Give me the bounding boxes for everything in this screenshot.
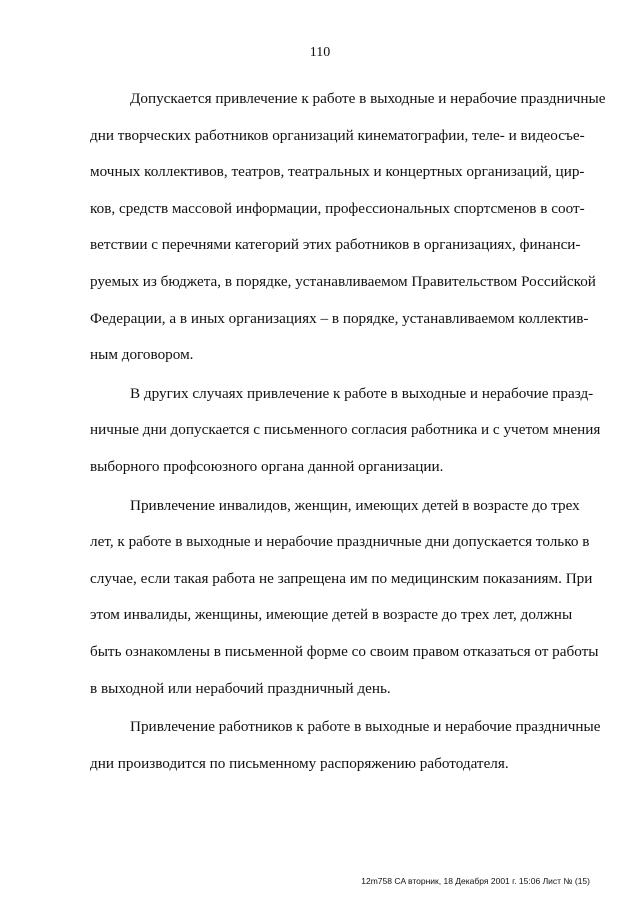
text-line: Привлечение работников к работе в выходные и нерабочие праздничные [130, 718, 601, 736]
paragraph-4 [90, 709, 601, 782]
text-line: быть ознакомлены в письменной форме со своим правом отказаться от работы [90, 642, 599, 660]
text-line: ков, средств массовой информации, профессиональных спортсменов в соот- [90, 199, 585, 217]
paragraph-2 [90, 376, 601, 486]
text-line: В других случаях привлечение к работе в выходные и нерабочие празд- [130, 384, 594, 402]
text-line: руемых из бюджета, в порядке, устанавливаемом Правительством Российской [90, 272, 596, 290]
text-line: лет, к работе в выходные и нерабочие праздничные дни допускается только в [90, 533, 590, 551]
text-line: случае, если такая работа не запрещена им по медицинским показаниям. При [90, 569, 593, 587]
text-line: Допускается привлечение к работе в выходные и нерабочие праздничные [130, 90, 606, 107]
text-line: в выходной или нерабочий праздничный день. [90, 679, 391, 697]
paragraph-1 [90, 81, 606, 374]
text-line: выборного профсоюзного органа данной организации. [90, 457, 444, 475]
text-line: Привлечение инвалидов, женщин, имеющих детей в возрасте до трех [130, 496, 580, 514]
text-line: ным договором. [90, 346, 194, 364]
text-line: мочных коллективов, театров, театральных и концертных организаций, цир- [90, 163, 585, 181]
text-line: Федерации, а в иных организациях – в порядке, устанавливаемом коллектив- [90, 309, 589, 327]
document-body [90, 81, 606, 784]
text-line: ничные дни допускается с письменного согласия работника и с учетом мнения [90, 421, 601, 439]
text-line: ветствии с перечнями категорий этих работников в организациях, финанси- [90, 236, 581, 254]
page-footer: 12m758 CA вторник, 18 Декабря 2001 г. 15:06 Лист № (15) [361, 876, 590, 886]
text-line: дни производится по письменному распоряжению работодателя. [90, 754, 509, 772]
paragraph-3 [90, 488, 599, 708]
page-number: 110 [309, 45, 331, 60]
text-line: дни творческих работников организаций кинематографии, теле- и видеосъе- [90, 126, 585, 144]
text-line: этом инвалиды, женщины, имеющие детей в возрасте до трех лет, должны [90, 606, 573, 624]
